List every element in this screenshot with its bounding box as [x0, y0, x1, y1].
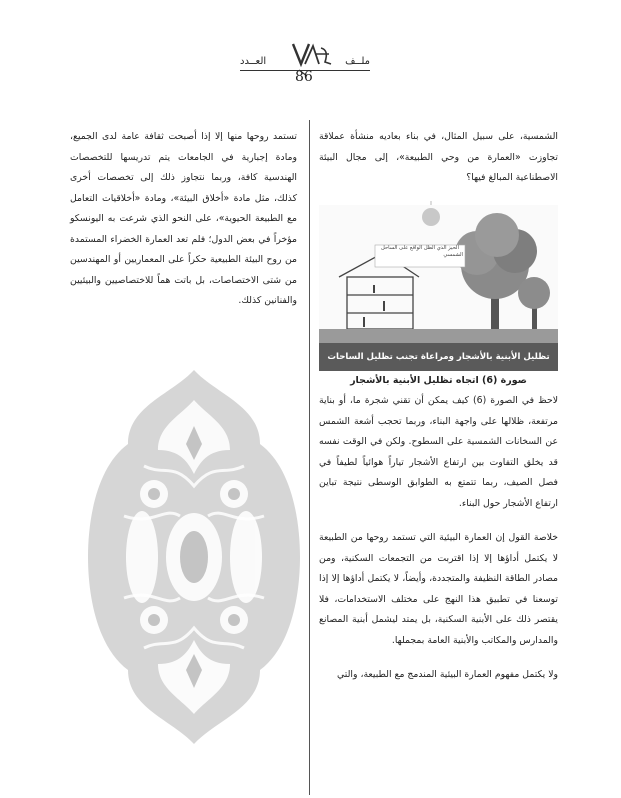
column-divider: [309, 120, 310, 795]
page-header: [240, 40, 370, 90]
issue-label: العــدد: [240, 56, 267, 67]
right-column: [319, 127, 558, 686]
figure-inset-label: الحيز الذي الظل الواقع على الساحل الشمسي: [381, 244, 463, 258]
left-column: [70, 127, 297, 312]
left-paragraph-1: تستمد روحها منها إلا إذا أصبحت ثقافة عامة لدى الجميع، ومادة إجبارية في الجامعات يتم تدريسها للتخصصات الهندسية كافة، وربما نتجاوز ذلك إلى تخصصات أخرى كذلك، مثل مادة «أخلاق البيئة»، ومادة «أخلاقيات التعامل مع الطبيعة الحيوية»، على النحو الذي شرعت به اليونسكو مؤخراً في بعض الدول؛ فلم تعد العمارة الخضراء المستمدة من روح البيئة الطبيعية حكراً على المعماريين أو المهندسين من شتى الاختصاصات، بل باتت هماً للاختصاصيين والبيئيين والفنانين كذلك.: [70, 131, 297, 306]
right-paragraph-3: خلاصة القول إن العمارة البيئية التي تستمد روحها من الطبيعة لا يكتمل أداؤها إلا إذا اقتربت من التجمعات السكنية، ومن مصادر الطاقة النظيفة والمتجددة، وأيضاً، لا يكتمل أداؤها إلا إذا توسعنا في تطبيق هذا النهج على مختلف الاستخدامات، فلا يقتصر ذلك على الأبنية السكنية، بل يمتد ليشمل أبنية المصانع والمدارس والمكاتب والأبنية العامة بمجملها.: [319, 532, 558, 646]
page-number: 86: [295, 69, 313, 85]
right-paragraph-4: ولا يكتمل مفهوم العمارة البيئية المندمج مع الطبيعة، والتي: [337, 669, 558, 680]
figure-banner-text: تظليل الأبنية بالأشجار ومراعاة تجنب تظليل الساحات الشمسية: [327, 351, 556, 382]
right-paragraph-2: لاحظ في الصورة (6) كيف يمكن أن تقني شجرة ما، أو بناية مرتفعة، ظلالها على واجهة البناء، وربما تحجب أشعة الشمس عن السخانات الشمسية على السطوح. ولكن في الوقت نفسه قد يخلق التفاوت بين ارتفاع الأشجار تياراً هوائياً لطيفاً في فصل الصيف، ربما تتمتع به الطوابق الوسطى نتيجة تباين ارتفاع الأشجار حول البناء.: [319, 395, 559, 509]
figure-caption: صورة (6) اتجاه تظليل الأبنية بالأشجار: [350, 374, 527, 386]
sun-icon: [422, 208, 440, 226]
arabesque-ornament-icon: [84, 366, 304, 748]
right-paragraph-1: الشمسية، على سبيل المثال، في بناء بعاديه منشأة عملاقة تجاوزت «العمارة من وحي الطبيعة»، إلى مجال البيئة الاصطناعية المبالغ فيها؟: [319, 131, 558, 183]
section-label: ملــف: [345, 56, 370, 67]
